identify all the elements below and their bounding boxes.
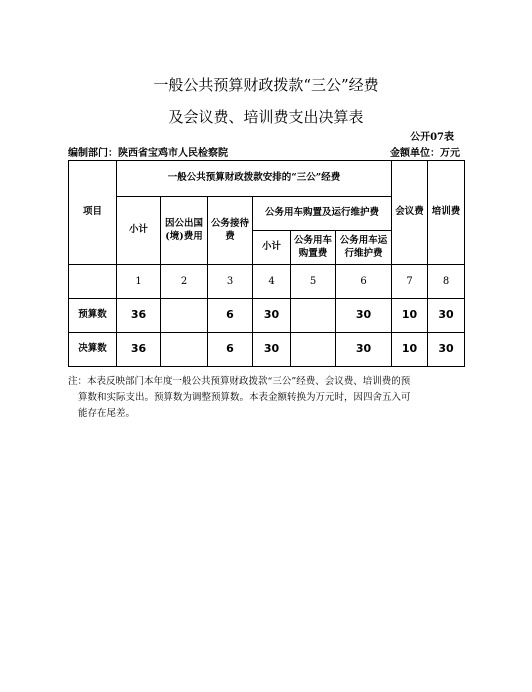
subtotal-header: 小计 [117,197,161,265]
table-cell: 6 [208,333,253,367]
table-cell: 30 [336,299,392,333]
meeting-fee-header: 会议费 [392,161,428,265]
column-number: 5 [291,265,336,299]
table-cell [161,299,208,333]
table-row [69,333,465,367]
footnote-line: 注：本表反映部门本年度一般公共预算财政拨款“三公”经费、会议费、培训费的预 [68,376,411,387]
vehicle-purchase-header: 公务用车购置费 [291,231,336,265]
column-number: 6 [336,265,392,299]
report-title-line2: 及会议费、培训费支出决算表 [168,108,364,126]
row-label-final: 决算数 [69,333,117,367]
table-cell [291,299,336,333]
column-number: 8 [428,265,465,299]
column-number-blank [69,265,117,299]
table-cell: 30 [336,333,392,367]
column-number: 7 [392,265,428,299]
expenditure-table [68,160,465,367]
footnote-line: 能存在尾差。 [78,408,136,419]
footnote-line: 算数和实际支出。预算数为调整预算数。本表金额转换为万元时，因四舍五入可 [78,392,411,403]
document-number: 公开07表 [410,132,454,143]
column-number: 4 [253,265,291,299]
table-cell: 36 [117,333,161,367]
column-number: 3 [208,265,253,299]
row-label-budget: 预算数 [69,299,117,333]
table-row [69,299,465,333]
three-public-group-header: 一般公共预算财政拨款安排的“三公”经费 [117,161,392,197]
table-cell: 30 [428,333,465,367]
amount-unit: 金额单位：万元 [390,148,460,159]
abroad-expense-header: 因公出国(境)费用 [161,197,208,265]
table-cell [161,333,208,367]
table-cell: 10 [392,299,428,333]
report-title-line1: 一般公共预算财政拨款“三公”经费 [153,76,379,94]
vehicle-group-header: 公务用车购置及运行维护费 [253,197,392,231]
column-number: 2 [161,265,208,299]
table-cell: 30 [253,299,291,333]
vehicle-subtotal-header: 小计 [253,231,291,265]
table-cell: 36 [117,299,161,333]
table-cell: 10 [392,333,428,367]
table-cell: 6 [208,299,253,333]
item-column-header: 项目 [69,161,117,265]
table-cell: 30 [428,299,465,333]
reception-expense-header: 公务接待费 [208,197,253,265]
compiling-department: 编制部门：陕西省宝鸡市人民检察院 [68,148,228,159]
footnote [68,374,466,422]
table-cell [291,333,336,367]
training-fee-header: 培训费 [428,161,465,265]
table-cell: 30 [253,333,291,367]
column-number: 1 [117,265,161,299]
vehicle-operation-header: 公务用车运行维护费 [336,231,392,265]
